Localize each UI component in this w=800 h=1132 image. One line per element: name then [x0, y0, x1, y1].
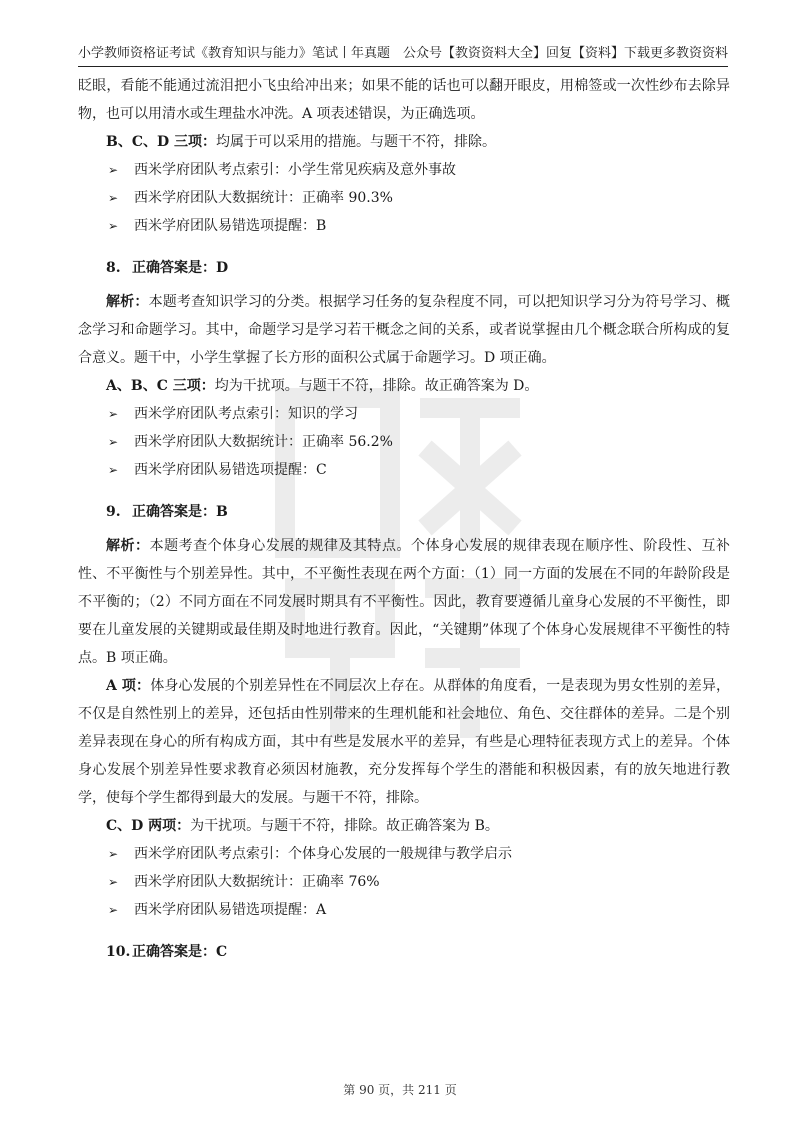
arrow-bullet-icon: ➢ — [108, 435, 119, 449]
q8-analysis-text: 本题考查知识学习的分类。根据学习任务的复杂程度不同，可以把知识学习分为符号学习、概念学习和命题学习。其中，命题学习是学习若干概念之间的关系，或者说掌握由几个概念联合所构成的复合意义。题干中，小学生掌握了长方形的面积公式属于命题学习。D 项正确。 — [78, 294, 731, 366]
q8-heading — [78, 254, 730, 282]
q9-option-a-label: A 项： — [106, 678, 151, 694]
q8-other-options-text: 均为干扰项。与题干不符，排除。故正确答案为 D。 — [214, 378, 539, 394]
q8-analysis-label: 解析： — [106, 294, 149, 310]
q9-analysis-text: 本题考查个体身心发展的规律及其特点。个体身心发展的规律表现在顺序性、阶段性、互补性、不平衡性与个别差异性。其中，不平衡性表现在两个方面：（1）同一方面的发展在不同的年龄阶段是不平衡的；（2）不同方面在不同发展时期具有不平衡性。因此，教育要遵循儿童身心发展的不平衡性，即要在儿童发展的关键期或最佳期及时地进行教育。因此，“关键期”体现了个体身心发展规律不平衡性的特点。B 项正确。 — [78, 538, 731, 666]
arrow-bullet-icon: ➢ — [108, 407, 119, 421]
q9-option-a — [78, 672, 730, 812]
list-item: ➢ 西米学府团队大数据统计：正确率 76% — [78, 868, 730, 896]
header-title: 小学教师资格证考试《教育知识与能力》笔试丨年真题 — [78, 46, 391, 61]
q8-answer: 正确答案是：D — [132, 260, 229, 276]
q8-analysis — [78, 288, 730, 372]
q10-answer: 正确答案是：C — [132, 944, 228, 960]
arrow-bullet-icon: ➢ — [108, 847, 119, 861]
q9-answer: 正确答案是：B — [132, 504, 228, 520]
list-item: ➢ 西米学府团队考点索引：小学生常见疾病及意外事故 — [78, 156, 730, 184]
arrow-bullet-icon: ➢ — [108, 463, 119, 477]
q10-number: 10. — [106, 944, 131, 960]
page-header — [78, 44, 728, 67]
q7-analysis-continued: 眨眼，看能不能通过流泪把小飞虫给冲出来；如果不能的话也可以翻开眼皮，用棉签或一次性纱布去除异物，也可以用清水或生理盐水冲洗。A 项表述错误，为正确选项。 — [78, 78, 730, 122]
q9-option-a-text: 体身心发展的个别差异性在不同层次上存在。从群体的角度看，一是表现为男女性别的差异，不仅是自然性别上的差异，还包括由性别带来的生理机能和社会地位、角色、交往群体的差异。二是个别差异表现在身心的所有构成方面，其中有些是发展水平的差异，有些是心理特征表现方式上的差异。个体身心发展个别差异性要求教育必须因材施教，充分发挥每个学生的潜能和积极因素，有的放矢地进行教学，使每个学生都得到最大的发展。与题干不符，排除。 — [78, 678, 730, 806]
q8-other-options-label: A、B、C 三项： — [106, 378, 215, 394]
q7-other-options — [78, 128, 730, 156]
q9-options-cd-label: C、D 两项： — [106, 818, 191, 834]
q10-heading — [78, 938, 730, 966]
list-item: ➢ 西米学府团队大数据统计：正确率 90.3% — [78, 184, 730, 212]
arrow-bullet-icon: ➢ — [108, 219, 119, 233]
q9-analysis — [78, 532, 730, 672]
arrow-bullet-icon: ➢ — [108, 875, 119, 889]
list-item: ➢ 西米学府团队易错选项提醒：B — [78, 212, 730, 240]
q9-analysis-label: 解析： — [106, 538, 150, 554]
arrow-bullet-icon: ➢ — [108, 163, 119, 177]
list-item: ➢ 西米学府团队考点索引：个体身心发展的一般规律与教学启示 — [78, 840, 730, 868]
list-item: ➢ 西米学府团队易错选项提醒：C — [78, 456, 730, 484]
page-footer: 第 90 页，共 211 页 — [343, 1083, 457, 1097]
q7-other-options-text: 均属于可以采用的措施。与题干不符，排除。 — [216, 134, 496, 150]
q8-other-options — [78, 372, 730, 400]
arrow-bullet-icon: ➢ — [108, 191, 119, 205]
q9-number: 9. — [106, 504, 121, 520]
list-item: ➢ 西米学府团队考点索引：知识的学习 — [78, 400, 730, 428]
list-item: ➢ 西米学府团队大数据统计：正确率 56.2% — [78, 428, 730, 456]
q9-options-cd — [78, 812, 730, 840]
q8-number: 8. — [106, 260, 121, 276]
arrow-bullet-icon: ➢ — [108, 903, 119, 917]
q7-other-options-label: B、C、D 三项： — [106, 134, 216, 150]
list-item: ➢ 西米学府团队易错选项提醒：A — [78, 896, 730, 924]
q9-options-cd-text: 为干扰项。与题干不符，排除。故正确答案为 B。 — [190, 818, 499, 834]
q9-heading — [78, 498, 730, 526]
page-content — [78, 72, 730, 972]
header-promo: 公众号【教资资料大全】回复【资料】下载更多教资资料 — [402, 46, 728, 61]
